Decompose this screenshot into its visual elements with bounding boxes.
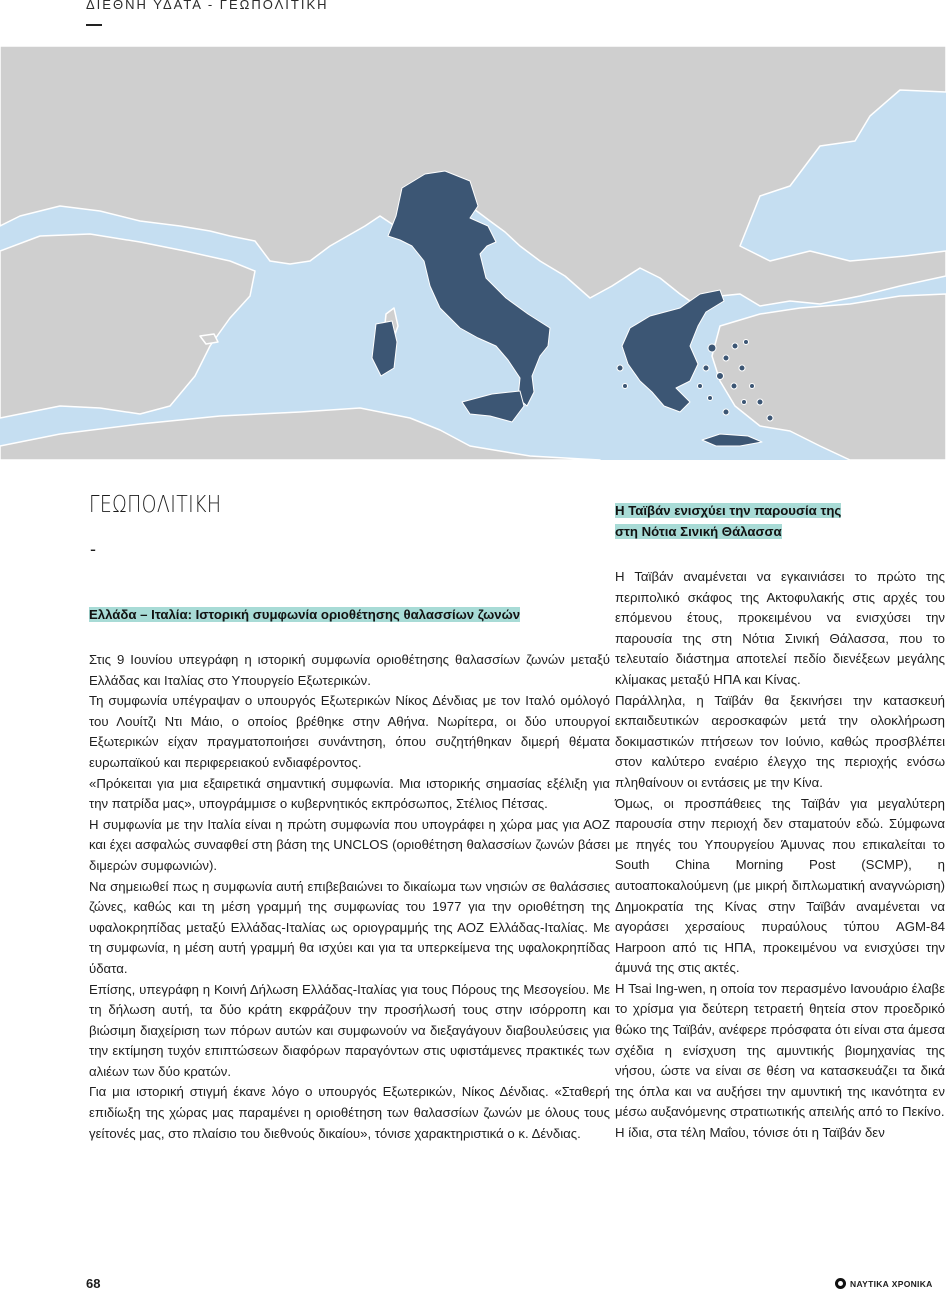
article1-paragraph: Επίσης, υπεγράφη η Κοινή Δήλωση Ελλάδας-Ιταλίας για τους Πόρους της Μεσογείου. Με τη δήλωση αυτή, τα δύο κράτη εκφράζουν την προσήλωσή τους στην ισόρροπη και βιώσιμη διαχείριση των πόρων αυτών και συμφωνούν να διεξαγάγουν διαβουλεύσεις για την εκτίμηση τυχόν επιπτώσεων διαφόρων παραγόντων στις υφιστάμενες πρακτικές των αλιέων των δύο κρατών. — [89, 981, 610, 1079]
article1-paragraph: Για μια ιστορική στιγμή έκανε λόγο ο υπουργός Εξωτερικών, Νίκος Δένδιας. «Σταθερή επιδίωξη της χώρας μας παραμένει η οριοθέτηση των θαλασσίων ζωνών με όλους τους γείτονές μας, στο πλαίσιο του διεθνούς δικαίου», τόνισε χαρακτηριστικά ο κ. Δένδιας. — [89, 1084, 610, 1141]
article1-body — [89, 650, 610, 1144]
section-title: ΓΕΩΠΟΛΙΤΙΚΗ — [89, 492, 222, 518]
map-italy-greece — [0, 46, 946, 460]
brand-name: ΝΑΥΤΙΚΑ ΧΡΟΝΙΚΑ — [850, 1278, 933, 1289]
article2-heading-line2: στη Νότια Σινική Θάλασσα — [615, 524, 782, 539]
publication-brand — [835, 1278, 933, 1289]
section-header: ΔΙΕΘΝΗ ΥΔΑΤΑ - ΓΕΩΠΟΛΙΤΙΚΗ — [86, 0, 329, 12]
article1-heading — [89, 606, 609, 624]
article1-paragraph: Να σημειωθεί πως η συμφωνία αυτή επιβεβαιώνει το δικαίωμα των νησιών σε θαλάσσιες ζώνες, καθώς και τη μέση γραμμή της συμφωνίας του 1977 για την οριοθέτηση της υφαλοκρηπίδας μεταξύ Ελλάδας-Ιταλίας ως οριογραμμής της ΑΟΖ Ελλάδας-Ιταλίας. Με τη συμφωνία, η μέση αυτή γραμμή θα ισχύει και για τα υπερκείμενα της υφαλοκρηπίδας ύδατα. — [89, 878, 610, 976]
article1-heading-text: Ελλάδα – Ιταλία: Ιστορική συμφωνία οριοθέτησης θαλασσίων ζωνών — [89, 607, 521, 622]
article2-heading — [615, 500, 895, 542]
article2-paragraph: Η Ταϊβάν αναμένεται να εγκαινιάσει το πρώτο της περιπολικό σκάφος της Ακτοφυλακής στις αρχές του επόμενου έτους, προκειμένου να ενισχύσει την παρουσία της στη Νότια Σινική Θάλασσα, που το τελευταίο διάστημα αποτελεί πεδίο διενέξεων μεγάλης κλίμακας μεταξύ ΗΠΑ και Κίνας. — [615, 569, 945, 687]
article1-paragraph: Τη συμφωνία υπέγραψαν ο υπουργός Εξωτερικών Νίκος Δένδιας με τον Ιταλό ομόλογό του Λουίτζι Ντι Μάιο, ο οποίος βρέθηκε στην Αθήνα. Νωρίτερα, οι δύο υπουργοί Εξωτερικών είχαν πραγματοποιήσει συνάντηση, όπου συζητήθηκαν διμερή θέματα ευρωπαϊκού και περιφερειακού ενδιαφέροντος. — [89, 693, 610, 770]
article2-paragraph: Η ίδια, στα τέλη Μαΐου, τόνισε ότι η Ταϊβάν δεν — [615, 1125, 885, 1141]
brand-logo-icon — [835, 1278, 846, 1289]
article1-paragraph: «Πρόκειται για μια εξαιρετικά σημαντική συμφωνία. Μια ιστορικής σημασίας εξέλιξη για την πατρίδα μας», υπογράμμισε ο κυβερνητικός εκπρόσωπος, Στέλιος Πέτσας. — [89, 775, 610, 812]
article2-paragraph: Παράλληλα, η Ταϊβάν θα ξεκινήσει την κατασκευή εκπαιδευτικών αεροσκαφών μετά την ολοκλήρωση δοκιμαστικών πτήσεων τον Ιούνιο, καθώς προσβλέπει στον καλύτερο εναέριο έλεγχο της περιοχής ενόσω πληθαίνουν οι εντάσεις με την Κίνα. — [615, 692, 945, 790]
header-rule — [86, 24, 102, 26]
article2-body — [615, 567, 945, 1144]
article1-paragraph: Στις 9 Ιουνίου υπεγράφη η ιστορική συμφωνία οριοθέτησης θαλασσίων ζωνών μεταξύ Ελλάδας και Ιταλίας στο Υπουργείο Εξωτερικών. — [89, 652, 610, 688]
article2-paragraph: Η Tsai Ing-wen, η οποία τον περασμένο Ιανουάριο έλαβε το χρίσμα για δεύτερη τετραετή θητεία στον προεδρικό θώκο της Ταϊβάν, ανέφερε πρόσφατα ότι είναι στα άμεσα σχέδια η ενίσχυση της αμυντικής βιομηχανίας της νήσου, ώστε να είναι σε θέση να κατασκευάζει τα δικά της όπλα και να αυξήσει την αμυντική της ικανότητα εν μέσω αυξανόμενης στρατιωτικής απειλής από το Πεκίνο. — [615, 980, 945, 1120]
article2-paragraph: Όμως, οι προσπάθειες της Ταϊβάν για μεγαλύτερη παρουσία στην περιοχή δεν σταματούν εδώ. Σύμφωνα με πηγές του Υπουργείου Άμυνας που επικαλείται το South China Morning Post (SCMP), η αυτοαποκαλούμενη (με μικρή διπλωματική αναγνώριση) Δημοκρατία της Κίνας στην Ταϊβάν αναμένεται να αγοράσει χερσαίους πυραύλους τύπου AGM-84 Harpoon από τις ΗΠΑ, προκειμένου να ενισχύσει την άμυνά της στις ακτές. — [615, 795, 945, 976]
article2-heading-line1: Η Ταϊβάν ενισχύει την παρουσία της — [615, 503, 842, 518]
page-number: 68 — [86, 1276, 101, 1291]
section-dash: - — [90, 539, 96, 559]
article1-paragraph: Η συμφωνία με την Ιταλία είναι η πρώτη συμφωνία που υπογράφει η χώρα μας για ΑΟΖ και έχει ασφαλώς συναφθεί στη βάση της UNCLOS (οριοθέτηση θαλασσίων ζωνών βάσει διμερών συμφωνιών). — [89, 816, 610, 873]
